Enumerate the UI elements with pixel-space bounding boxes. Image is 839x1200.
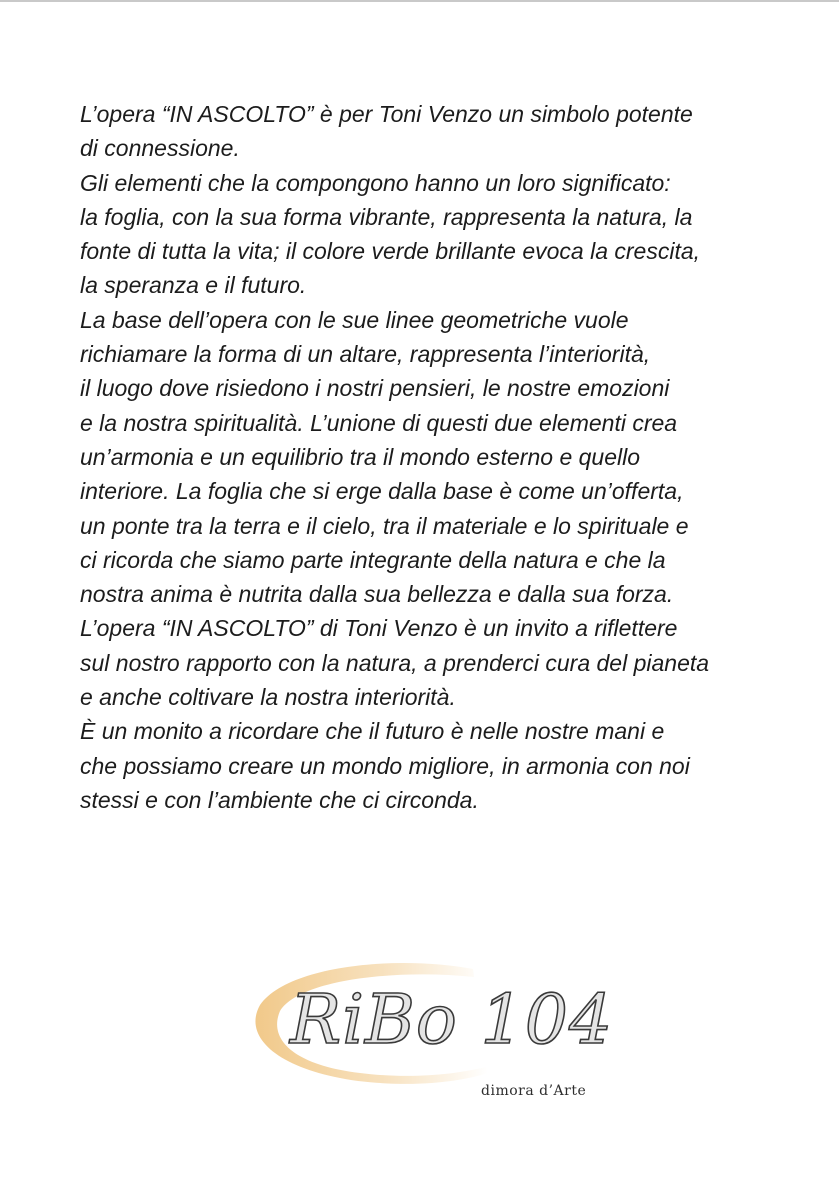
- text-line-5: fonte di tutta la vita; il colore verde brillante evoca la crescita,: [80, 238, 701, 265]
- text-line-16: L’opera “IN ASCOLTO” di Toni Venzo è un invito a riflettere: [80, 615, 678, 642]
- logo-wordmark: RiBo 104: [290, 981, 614, 1060]
- text-line-12: interiore. La foglia che si erge dalla base è come un’offerta,: [80, 478, 684, 505]
- text-line-15: nostra anima è nutrita dalla sua bellezza e dalla sua forza.: [80, 581, 674, 608]
- ribo-logo: [248, 955, 614, 1115]
- text-line-9: il luogo dove risiedono i nostri pensieri, le nostre emozioni: [80, 375, 670, 402]
- text-line-17: sul nostro rapporto con la natura, a prenderci cura del pianeta: [80, 649, 710, 676]
- text-line-11: un’armonia e un equilibrio tra il mondo esterno e quello: [80, 443, 641, 470]
- text-line-19: È un monito a ricordare che il futuro è nelle nostre mani e: [80, 718, 665, 745]
- text-line-18: e anche coltivare la nostra interiorità.: [80, 684, 456, 711]
- text-line-1: L’opera “IN ASCOLTO” è per Toni Venzo un simbolo potente: [80, 101, 693, 127]
- text-line-14: ci ricorda che siamo parte integrante della natura e che la: [80, 546, 666, 573]
- top-divider: [0, 0, 839, 2]
- text-line-13: un ponte tra la terra e il cielo, tra il materiale e lo spirituale e: [80, 512, 689, 539]
- body-text: [80, 97, 770, 817]
- text-line-7: La base dell’opera con le sue linee geometriche vuole: [80, 306, 629, 333]
- text-line-10: e la nostra spiritualità. L’unione di questi due elementi crea: [80, 409, 678, 436]
- text-line-4: la foglia, con la sua forma vibrante, rappresenta la natura, la: [80, 203, 693, 230]
- logo-tagline: dimora d’Arte: [481, 1083, 587, 1099]
- text-line-6: la speranza e il futuro.: [80, 272, 307, 299]
- text-line-21: stessi e con l’ambiente che ci circonda.: [80, 786, 479, 813]
- text-line-8: richiamare la forma di un altare, rappresenta l’interiorità,: [80, 341, 651, 368]
- text-line-2: di connessione.: [80, 135, 240, 162]
- text-line-20: che possiamo creare un mondo migliore, in armonia con noi: [80, 752, 690, 779]
- text-line-3: Gli elementi che la compongono hanno un loro significato:: [80, 169, 671, 196]
